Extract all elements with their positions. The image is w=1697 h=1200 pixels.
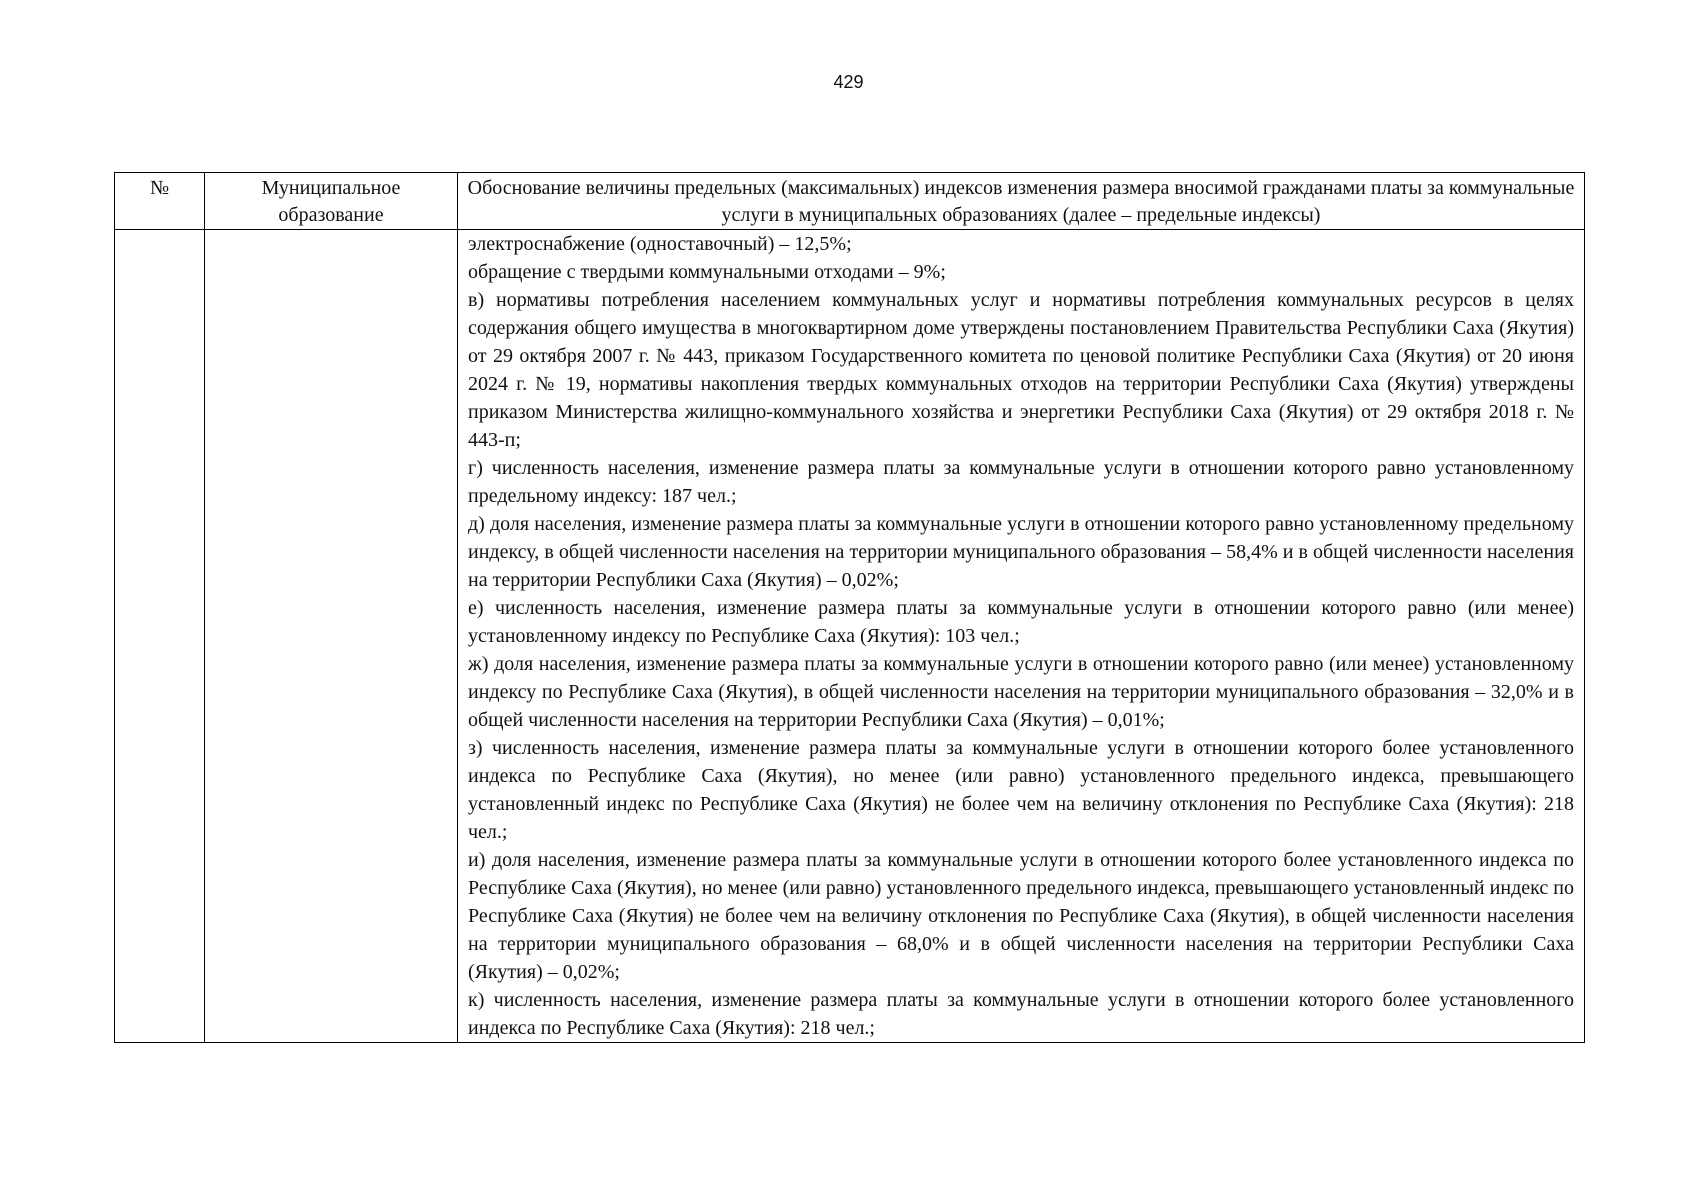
justification-table	[114, 172, 1585, 1043]
cell-number	[115, 230, 205, 1043]
paragraph-i-share: и) доля населения, изменение размера платы за коммунальные услуги в отношении которого более установленного индекса по Республике Саха (Якутия), но менее (или равно) установленного предельного индекса, превышающего установленный индекс по Республике Саха (Якутия) не более чем на величину отклонения по Республике Саха (Якутия), в общей численности населения на территории муниципального образования – 68,0% и в общей численности населения на территории Республики Саха (Якутия) – 0,02%;	[468, 849, 1574, 983]
paragraph-z-population: з) численность населения, изменение размера платы за коммунальные услуги в отношении которого более установленного индекса по Республике Саха (Якутия), но менее (или равно) установленного предельного индекса, превышающего установленный индекс по Республике Саха (Якутия) не более чем на величину отклонения по Республике Саха (Якутия): 218 чел.;	[468, 737, 1574, 843]
header-justification: Обоснование величины предельных (максимальных) индексов изменения размера вносимой гражданами платы за коммунальные услуги в муниципальных образованиях (далее – предельные индексы)	[458, 173, 1585, 230]
paragraph-k-population: к) численность населения, изменение размера платы за коммунальные услуги в отношении которого более установленного индекса по Республике Саха (Якутия): 218 чел.;	[468, 989, 1574, 1039]
paragraph-v-norms: в) нормативы потребления населением коммунальных услуг и нормативы потребления коммунальных ресурсов в целях содержания общего имущества в многоквартирном доме утверждены постановлением Правительства Республики Саха (Якутия) от 29 октября 2007 г. № 443, приказом Государственного комитета по ценовой политике Республики Саха (Якутия) от 20 июня 2024 г. № 19, нормативы накопления твердых коммунальных отходов на территории Республики Саха (Якутия) утверждены приказом Министерства жилищно-коммунального хозяйства и энергетики Республики Саха (Якутия) от 29 октября 2018 г. № 443-п;	[468, 289, 1574, 451]
paragraph-electricity: электроснабжение (одноставочный) – 12,5%;	[468, 233, 852, 255]
cell-municipality	[205, 230, 458, 1043]
paragraph-e-population: е) численность населения, изменение размера платы за коммунальные услуги в отношении которого равно (или менее) установленному индексу по Республике Саха (Якутия): 103 чел.;	[468, 597, 1574, 647]
paragraph-zh-share: ж) доля населения, изменение размера платы за коммунальные услуги в отношении которого равно (или менее) установленному индексу по Республике Саха (Якутия), в общей численности населения на территории муниципального образования – 32,0% и в общей численности населения на территории Республики Саха (Якутия) – 0,01%;	[468, 653, 1574, 731]
paragraph-g-population: г) численность населения, изменение размера платы за коммунальные услуги в отношении которого равно установленному предельному индексу: 187 чел.;	[468, 457, 1574, 507]
header-number: №	[115, 173, 205, 230]
cell-justification	[458, 230, 1585, 1043]
table-row	[115, 230, 1585, 1043]
paragraph-d-share: д) доля населения, изменение размера платы за коммунальные услуги в отношении которого равно установленному предельному индексу, в общей численности населения на территории муниципального образования – 58,4% и в общей численности населения на территории Республики Саха (Якутия) – 0,02%;	[468, 513, 1574, 591]
table-header-row	[115, 173, 1585, 230]
paragraph-waste: обращение с твердыми коммунальными отходами – 9%;	[468, 261, 946, 283]
page-number: 429	[833, 72, 864, 92]
header-municipality: Муниципальное образование	[205, 173, 458, 230]
